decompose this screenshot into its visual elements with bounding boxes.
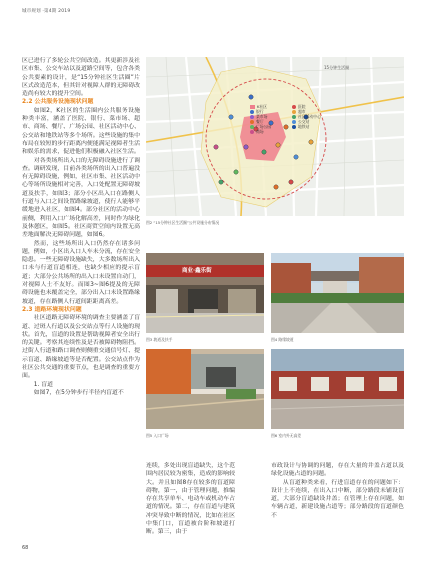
- body-paragraph: 如图2，K社区的生活圈内公共服务设施种类丰富，涵盖了医院、银行、菜市场、超市、商场、餐厅、广场公园、社区活动中心、公交站和地铁站等多个场所。这些设施的集中布局在较短的步行距离内便能满足视障者生活和娱乐的需求，促进他们积极融入社区生活。: [22, 107, 140, 156]
- legend-label: 银行: [256, 109, 264, 115]
- legend-marker-icon: [250, 130, 254, 134]
- legend-swatch: [250, 105, 255, 109]
- section-heading: 2.3 道路环境现状问题: [22, 306, 82, 313]
- figure-4-photo: [271, 253, 404, 333]
- legend-label: 广场公园: [256, 124, 272, 130]
- legend-marker-icon: [250, 120, 254, 124]
- map-svg: [146, 57, 404, 216]
- legend-label: 地铁站: [298, 124, 310, 130]
- legend-label: 超市: [298, 109, 306, 115]
- figure-2-caption: 图2 “15分钟社区生活圈”公共设施分布情况: [146, 220, 220, 225]
- legend-marker-icon: [250, 125, 254, 129]
- map-legend: [250, 104, 330, 135]
- legend-marker-icon: [292, 115, 296, 119]
- legend-item: [250, 129, 288, 134]
- legend-label: 餐厅: [256, 119, 264, 125]
- legend-label: 菜市场: [256, 114, 268, 120]
- body-paragraph: 社区道路无障碍环境的调查主要涵盖了盲道、过斑人行道以及公交站点等行人设施的现状。首先，盲道的设置是帮助视障者安全出行的关键。考察其连续性及是否被障碍物阻挡。过街人行道和路口调查则侧重交通信号灯、提示盲道、路缘坡道等是否配置。公交站点作为社区公共交通的重要节点，也是调查的重要方面。: [22, 315, 140, 380]
- figure-3-caption: 图3 坡道及扶手: [146, 337, 173, 342]
- legend-item: [292, 124, 330, 129]
- bottom-paragraph: 从盲道种类来看，行进盲道存在的问题如下：设计上不连续，在出入口中断，部分路段未铺设盲道，大部分盲道缺设井盖；在管理上存在问题，如车辆占道，新建设施占道等；部分路段的盲道颜色不: [271, 479, 404, 519]
- body-paragraph: 区已进行了多轮公共空间改造。其更新涉及社区市集、公交车站以及道路空间等，包含各类公共要素的设计，是“15分钟社区生活圈”片区式改造范本，但其针对视障人群的无障碍改造尚有较大的提升空间。: [22, 58, 140, 98]
- bottom-paragraph: 连续，多处出现盲道缺失，这个范围内居民较为密集，造成的影响较大。并且如图8存在较多的盲道障碍物，第一，由于管理问题，推编存在共享单车、电动车或机动车占道的情况。第二，存在盲道与建筑冲突导致中断的情况，比如在社区中集门口，盲道被台阶和坡道打断。第三，由于: [146, 463, 235, 536]
- legend-marker-icon: [292, 110, 296, 114]
- body-paragraph: 对各类场所出入口的无障碍设施进行了调查。调研发现，目前各类场所的出入口普遍没有无障碍设施，例如，社区市集、社区活动中心等场所设施相对完善，入口处配置无障碍坡道及扶手，如图3；部分小区出入口在路侧人行道与入口之间设置路缘坡道，使行人能够平缓地进入社区，如图4。部分社区的活动中心前侧，利用入口广场化解高差，同时作为绿化及休憩区，如图5。社区商贸空间内设置无高差地面解决无障碍问题，如图6。: [22, 157, 140, 239]
- list-item-heading: 1. 盲道: [33, 381, 54, 388]
- figure-4-caption: 图4 路缘坡道: [271, 337, 294, 342]
- legend-marker-icon: [250, 115, 254, 119]
- page-number: 68: [22, 545, 29, 551]
- store-sign: 商业·鑫乐街: [182, 268, 212, 274]
- left-text-column: [22, 57, 140, 397]
- legend-label: 商场: [256, 129, 264, 135]
- figure-2-map: [146, 57, 404, 216]
- legend-marker-icon: [292, 120, 296, 124]
- figure-3-photo: [146, 253, 264, 333]
- legend-label: 社区活动中心: [298, 114, 321, 120]
- bottom-text-column-1: [146, 462, 235, 537]
- section-heading: 2.2 公共服务设施现状问题: [22, 99, 94, 106]
- legend-label: K社区: [257, 104, 268, 109]
- figure-5-caption: 图5 入口广场: [146, 433, 169, 438]
- journal-header: 城市规划 ·第4期 2019: [22, 9, 71, 14]
- legend-marker-icon: [250, 110, 254, 114]
- bottom-text-column-2: [271, 462, 404, 520]
- legend-marker-icon: [292, 105, 296, 109]
- legend-row: [250, 129, 330, 134]
- figure-6-caption: 图6 室内外无高差: [271, 433, 302, 438]
- legend-marker-icon: [292, 125, 296, 129]
- figure-6-photo: [271, 349, 404, 429]
- legend-label: 医院: [298, 104, 306, 109]
- legend-label: 公交站: [298, 119, 310, 125]
- map-ring-label: 15分钟生活圈: [324, 65, 350, 70]
- bottom-paragraph: 市政设计与协调的问题，存在大量的井盖占道以及绿化设施占道的问题。: [271, 463, 404, 478]
- body-paragraph: 然而，这些场所出入口仍然存在诸多问题，例如，小区出入口人车未分流，存在安全隐患。一些无障碍设施缺失，大多数场所出入口未与行道盲道相连，也缺少相应的提示盲道；大部分公共场所的出入口未设置自动门，对视障人士不友好。而图3~图6提及的无障碍设施也未覆盖完全，部分出入口未设置路缘坡道，存在路侧人行道间距距离高差。: [22, 240, 140, 305]
- body-paragraph: 如图7，在5分钟步行半径内盲道不: [33, 389, 124, 396]
- figure-5-photo: [146, 349, 264, 429]
